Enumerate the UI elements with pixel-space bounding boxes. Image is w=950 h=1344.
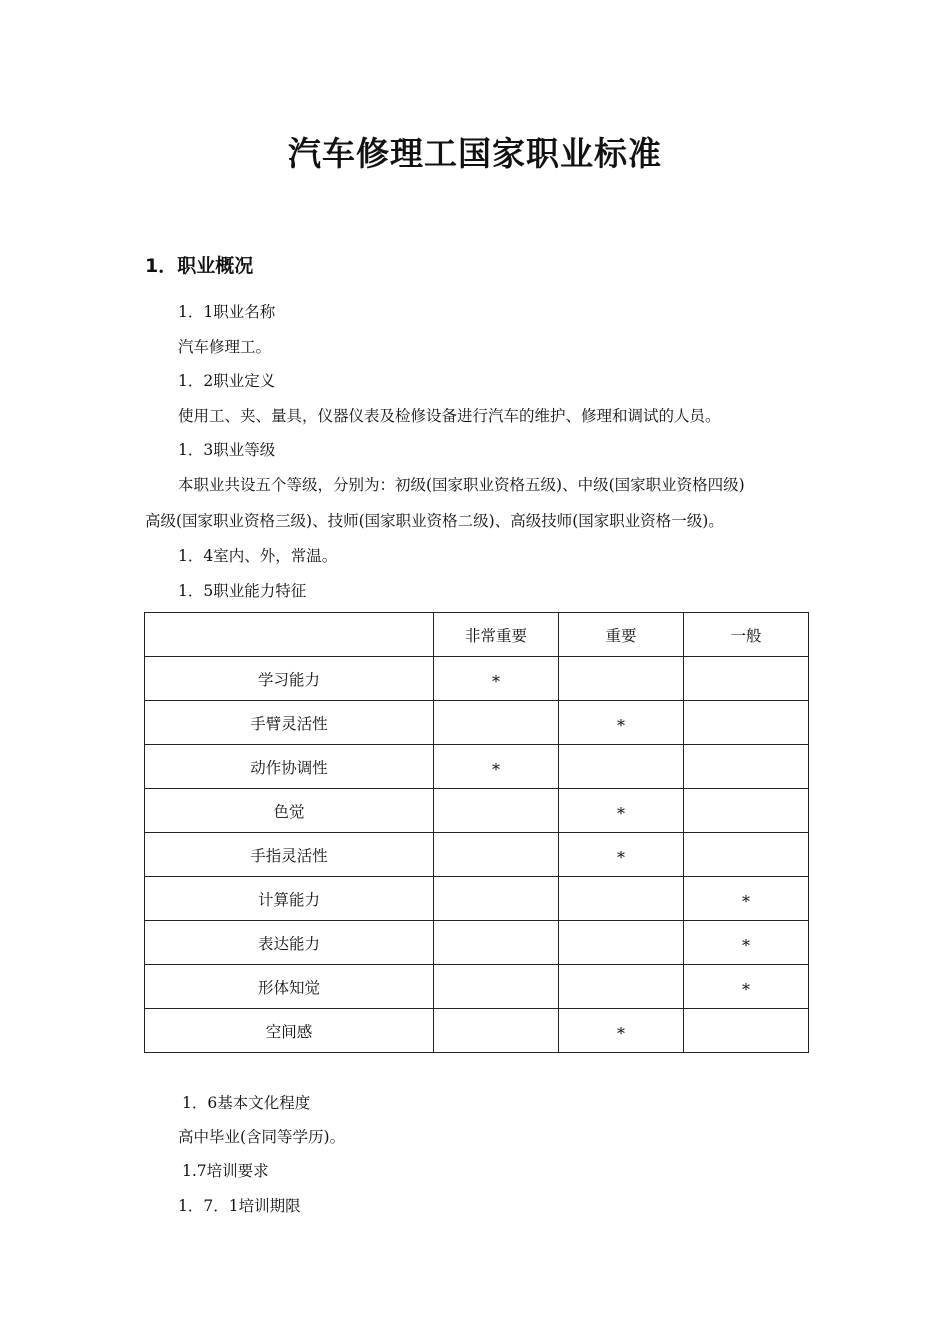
rating-cell xyxy=(434,745,559,789)
rating-cell xyxy=(684,1009,809,1053)
rating-cell xyxy=(559,789,684,833)
ability-table-body xyxy=(145,613,809,1053)
rating-cell xyxy=(434,921,559,965)
ability-name: 空间感 xyxy=(265,1022,313,1041)
ability-name-cell xyxy=(145,1009,434,1053)
rating-cell xyxy=(684,789,809,833)
ability-name: 手指灵活性 xyxy=(250,846,328,865)
table-row xyxy=(145,833,809,877)
paragraph-education: 高中毕业(含同等学历)。 xyxy=(178,1128,346,1146)
paragraph-occupation-name: 汽车修理工。 xyxy=(178,338,272,356)
rating-cell xyxy=(434,701,559,745)
rating-cell xyxy=(684,701,809,745)
rating-cell xyxy=(434,1009,559,1053)
ability-name: 学习能力 xyxy=(257,670,320,689)
subheading-occupation-definition: 1．2职业定义 xyxy=(178,372,276,390)
rating-cell xyxy=(434,833,559,877)
subheading-training: 1.7培训要求 xyxy=(182,1162,269,1180)
document-title: 汽车修理工国家职业标准 xyxy=(288,134,662,173)
rating-cell xyxy=(684,833,809,877)
paragraph-occupation-definition: 使用工、夹、量具，仪器仪表及检修设备进行汽车的维护、修理和调试的人员。 xyxy=(178,407,721,425)
table-row xyxy=(145,877,809,921)
subheading-work-environment: 1．4室内、外，常温。 xyxy=(178,547,338,565)
table-row xyxy=(145,789,809,833)
ability-name: 计算能力 xyxy=(257,890,320,909)
rating-cell xyxy=(559,833,684,877)
header-cell-very-important: 非常重要 xyxy=(434,613,559,657)
rating-cell xyxy=(684,965,809,1009)
rating-mark: * xyxy=(492,760,500,779)
ability-name-cell xyxy=(145,921,434,965)
ability-name-cell xyxy=(145,701,434,745)
rating-mark: * xyxy=(617,848,625,867)
ability-name-cell xyxy=(145,965,434,1009)
ability-name-cell xyxy=(145,877,434,921)
ability-name-cell xyxy=(145,745,434,789)
rating-cell xyxy=(559,1009,684,1053)
rating-mark: * xyxy=(617,716,625,735)
table-row xyxy=(145,921,809,965)
header-cell-empty xyxy=(145,613,434,657)
table-row xyxy=(145,745,809,789)
ability-table xyxy=(144,612,809,1053)
header-cell-important: 重要 xyxy=(559,613,684,657)
subheading-training-period: 1．7．1培训期限 xyxy=(178,1197,301,1215)
rating-mark: * xyxy=(742,936,750,955)
table-row xyxy=(145,657,809,701)
rating-cell xyxy=(434,789,559,833)
subheading-occupation-name: 1．1职业名称 xyxy=(178,303,276,321)
ability-name-cell xyxy=(145,789,434,833)
rating-mark: * xyxy=(742,980,750,999)
header-cell-general: 一般 xyxy=(684,613,809,657)
table-row xyxy=(145,1009,809,1053)
ability-name: 表达能力 xyxy=(257,934,320,953)
subheading-occupation-level: 1．3职业等级 xyxy=(178,441,276,459)
rating-mark: * xyxy=(617,804,625,823)
rating-cell xyxy=(559,921,684,965)
section-heading: 1．职业概况 xyxy=(145,255,254,277)
rating-cell xyxy=(559,701,684,745)
rating-mark: * xyxy=(617,1024,625,1043)
paragraph-occupation-level-1: 本职业共设五个等级，分别为：初级(国家职业资格五级)、中级(国家职业资格四级) xyxy=(178,476,745,494)
rating-cell xyxy=(684,657,809,701)
ability-name-cell xyxy=(145,833,434,877)
rating-cell xyxy=(684,745,809,789)
rating-cell xyxy=(434,657,559,701)
rating-cell xyxy=(434,965,559,1009)
subheading-ability-features: 1．5职业能力特征 xyxy=(178,582,307,600)
subheading-education: 1．6基本文化程度 xyxy=(182,1094,311,1112)
ability-name: 色觉 xyxy=(273,802,305,821)
rating-cell xyxy=(684,877,809,921)
ability-name: 形体知觉 xyxy=(257,978,320,997)
rating-cell xyxy=(559,657,684,701)
rating-cell xyxy=(559,877,684,921)
table-row xyxy=(145,965,809,1009)
rating-cell xyxy=(684,921,809,965)
paragraph-occupation-level-2: 高级(国家职业资格三级)、技师(国家职业资格二级)、高级技师(国家职业资格一级)。 xyxy=(145,512,724,530)
ability-name: 动作协调性 xyxy=(250,758,328,777)
rating-mark: * xyxy=(492,672,500,691)
rating-cell xyxy=(559,965,684,1009)
rating-mark: * xyxy=(742,892,750,911)
rating-cell xyxy=(434,877,559,921)
table-header-row xyxy=(145,613,809,657)
ability-name: 手臂灵活性 xyxy=(250,714,328,733)
rating-cell xyxy=(559,745,684,789)
table-row xyxy=(145,701,809,745)
ability-name-cell xyxy=(145,657,434,701)
